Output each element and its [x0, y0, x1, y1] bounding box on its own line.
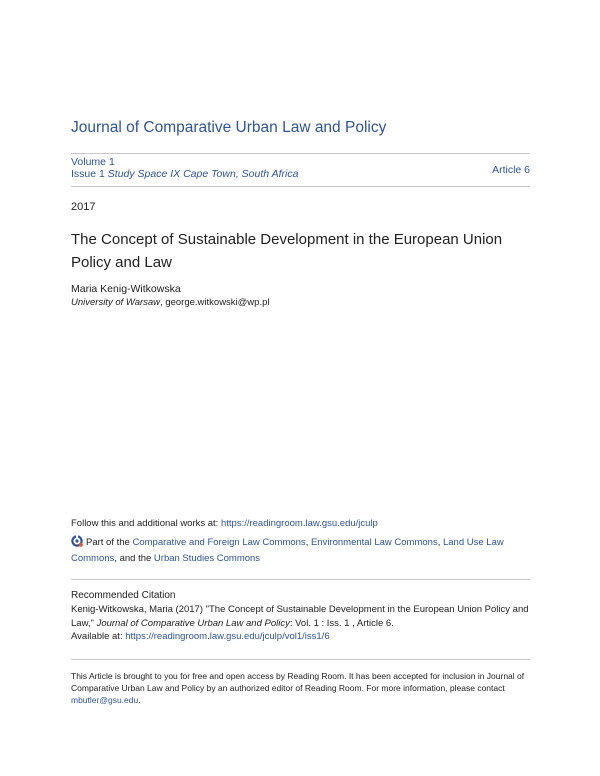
citation-body — [71, 603, 531, 644]
separator: , — [305, 537, 311, 548]
paper-title: The Concept of Sustainable Development in the European Union Policy and Law — [71, 231, 503, 271]
footer-period: . — [138, 695, 141, 705]
author-email: , george.witkowski@wp.pl — [160, 297, 270, 308]
network-commons-icon — [71, 535, 83, 547]
issue-number: Issue 1 — [71, 168, 105, 180]
separator: , — [437, 537, 443, 548]
commons-link-comparative[interactable]: Comparative and Foreign Law Commons — [132, 537, 306, 548]
available-label: Available at: — [71, 631, 126, 642]
follow-line — [71, 518, 378, 529]
commons-link-land-use[interactable]: Land Use Law Commons — [71, 537, 504, 564]
citation-text: Kenig-Witkowska, Maria (2017) "The Concept of Sustainable Development in the European Union Policy and Law," — [71, 604, 529, 629]
commons-link-urban-studies[interactable]: Urban Studies Commons — [153, 553, 261, 564]
part-of-commons — [71, 535, 531, 567]
divider-bottom — [71, 186, 530, 187]
divider-footer — [71, 659, 530, 660]
separator: , and the — [114, 553, 154, 564]
author-name: Maria Kenig-Witkowska — [71, 283, 181, 295]
contact-email-link[interactable]: mbutler@gsu.edu — [71, 695, 139, 705]
commons-link-environmental[interactable]: Environmental Law Commons — [310, 537, 438, 548]
access-notice-text: This Article is brought to you for free and open access by Reading Room. It has been accepted for inclusion in Journal of Comparative Urban Law and Policy by an authorized editor of Reading Room. For more information, please contact — [71, 671, 525, 693]
citation-volume: : Vol. 1 : Iss. 1 , Article 6. — [289, 617, 394, 629]
divider-top — [71, 153, 530, 154]
citation-journal: Journal of Comparative Urban Law and Policy — [96, 617, 290, 629]
issue-info — [71, 156, 298, 180]
access-notice — [71, 670, 531, 706]
article-number[interactable]: Article 6 — [492, 164, 530, 176]
journal-title[interactable]: Journal of Comparative Urban Law and Policy — [71, 119, 387, 136]
publication-year: 2017 — [71, 201, 96, 213]
part-of-prefix: Part of the — [86, 537, 133, 548]
issue-line[interactable] — [71, 168, 298, 180]
article-url-link[interactable]: https://readingroom.law.gsu.edu/jculp/vol1/iss1/6 — [125, 631, 330, 642]
volume-link[interactable]: Volume 1 — [71, 156, 115, 168]
collection-link[interactable]: https://readingroom.law.gsu.edu/jculp — [220, 518, 378, 529]
citation-heading: Recommended Citation — [71, 590, 176, 601]
author-affiliation — [71, 297, 269, 308]
affiliation-name: University of Warsaw — [71, 297, 161, 308]
follow-text: Follow this and additional works at: — [71, 518, 221, 529]
issue-title: Study Space IX Cape Town, South Africa — [107, 168, 299, 180]
divider-citation — [71, 579, 530, 580]
